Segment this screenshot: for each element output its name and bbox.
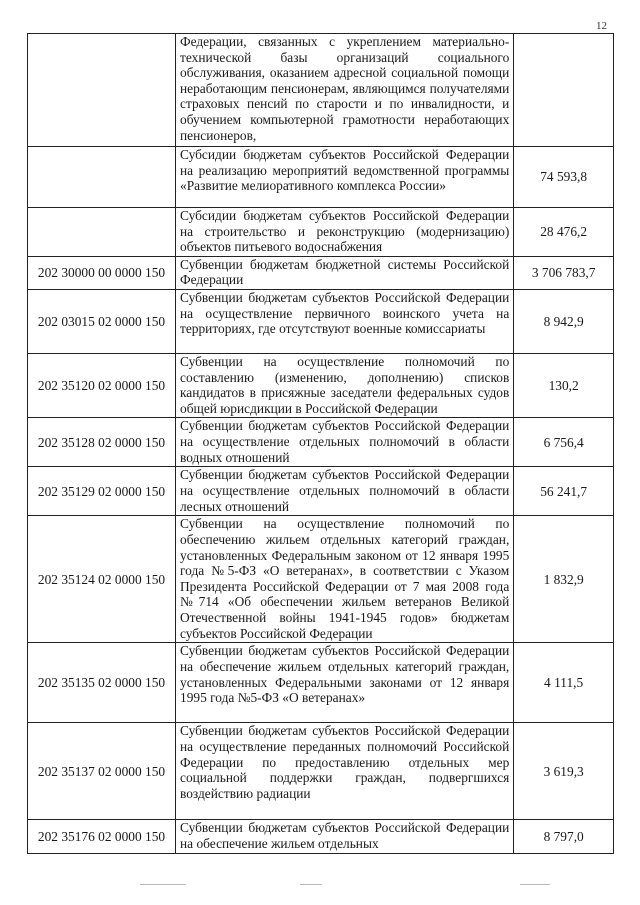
- amount-cell: 74 593,8: [514, 147, 614, 208]
- budget-code-cell: 202 35129 02 0000 150: [28, 467, 176, 516]
- table-row: [28, 147, 614, 208]
- table-row: [28, 418, 614, 467]
- budget-code-cell: 202 03015 02 0000 150: [28, 289, 176, 353]
- amount-cell: 130,2: [514, 353, 614, 417]
- amount-cell: 8 797,0: [514, 820, 614, 853]
- description-cell: Субвенции бюджетам субъектов Российской Федерации на обеспечение жильем отдельных категорий граждан, установленных Федеральными законами от 12 января 1995 года №5-ФЗ «О ветеранах»: [176, 643, 514, 723]
- table-row: [28, 467, 614, 516]
- amount-cell: [514, 34, 614, 147]
- budget-code-cell: [28, 34, 176, 147]
- budget-code-cell: 202 35137 02 0000 150: [28, 723, 176, 820]
- amount-cell: 1 832,9: [514, 516, 614, 643]
- description-cell: Федерации, связанных с укреплением материально-технической базы организаций социального обслуживания, оказанием адресной социальной помощи неработающим пенсионерам, являющимся получателями страховых пенсий по старости и по инвалидности, и обучением компьютерной грамотности неработающих пенсионеров,: [176, 34, 514, 147]
- description-cell: Субвенции бюджетам субъектов Российской Федерации на обеспечение жильем отдельных: [176, 820, 514, 853]
- description-cell: Субвенции бюджетам субъектов Российской Федерации на осуществление первичного воинского учета на территориях, где отсутствуют военные комиссариаты: [176, 289, 514, 353]
- page-number: 12: [596, 20, 607, 32]
- description-cell: Субвенции бюджетам субъектов Российской Федерации на осуществление переданных полномочий Российской Федерации по предоставлению отдельных мер социальной поддержки граждан, подвергшихся воздействию радиации: [176, 723, 514, 820]
- scan-artifact-line: [140, 884, 186, 885]
- table-row: [28, 820, 614, 853]
- budget-code-cell: [28, 147, 176, 208]
- amount-cell: 56 241,7: [514, 467, 614, 516]
- table-row: [28, 34, 614, 147]
- description-cell: Субвенции на осуществление полномочий по обеспечению жильем отдельных категорий граждан, установленных Федеральным законом от 12 января 1995 года №5-ФЗ «О ветеранах», в соответствии с Указом Президента Российской Федерации от 7 мая 2008 года №714 «Об обеспечении жильем ветеранов Великой Отечественной войны 1941-1945 годов» бюджетам субъектов Российской Федерации: [176, 516, 514, 643]
- budget-code-cell: 202 35176 02 0000 150: [28, 820, 176, 853]
- amount-cell: 3 619,3: [514, 723, 614, 820]
- scan-artifact-line: [520, 884, 550, 885]
- description-cell: Субвенции на осуществление полномочий по составлению (изменению, дополнению) списков кандидатов в присяжные заседатели федеральных судов общей юрисдикции в Российской Федерации: [176, 353, 514, 417]
- description-cell: Субсидии бюджетам субъектов Российской Федерации на реализацию мероприятий ведомственной программы «Развитие мелиоративного комплекса России»: [176, 147, 514, 208]
- table-row: [28, 643, 614, 723]
- table-row: [28, 208, 614, 257]
- amount-cell: 28 476,2: [514, 208, 614, 257]
- description-cell: Субвенции бюджетам субъектов Российской Федерации на осуществление отдельных полномочий в области лесных отношений: [176, 467, 514, 516]
- budget-table: [27, 33, 614, 854]
- amount-cell: 6 756,4: [514, 418, 614, 467]
- amount-cell: 8 942,9: [514, 289, 614, 353]
- description-cell: Субвенции бюджетам субъектов Российской Федерации на осуществление отдельных полномочий в области водных отношений: [176, 418, 514, 467]
- table-row: [28, 516, 614, 643]
- budget-code-cell: 202 30000 00 0000 150: [28, 256, 176, 289]
- amount-cell: 4 111,5: [514, 643, 614, 723]
- budget-code-cell: 202 35135 02 0000 150: [28, 643, 176, 723]
- budget-code-cell: 202 35128 02 0000 150: [28, 418, 176, 467]
- table-row: [28, 256, 614, 289]
- table-row: [28, 353, 614, 417]
- scan-artifact-line: [300, 884, 322, 885]
- description-cell: Субвенции бюджетам бюджетной системы Российской Федерации: [176, 256, 514, 289]
- budget-code-cell: 202 35124 02 0000 150: [28, 516, 176, 643]
- budget-code-cell: [28, 208, 176, 257]
- table-row: [28, 723, 614, 820]
- budget-code-cell: 202 35120 02 0000 150: [28, 353, 176, 417]
- amount-cell: 3 706 783,7: [514, 256, 614, 289]
- description-cell: Субсидии бюджетам субъектов Российской Федерации на строительство и реконструкцию (модернизацию) объектов питьевого водоснабжения: [176, 208, 514, 257]
- table-row: [28, 289, 614, 353]
